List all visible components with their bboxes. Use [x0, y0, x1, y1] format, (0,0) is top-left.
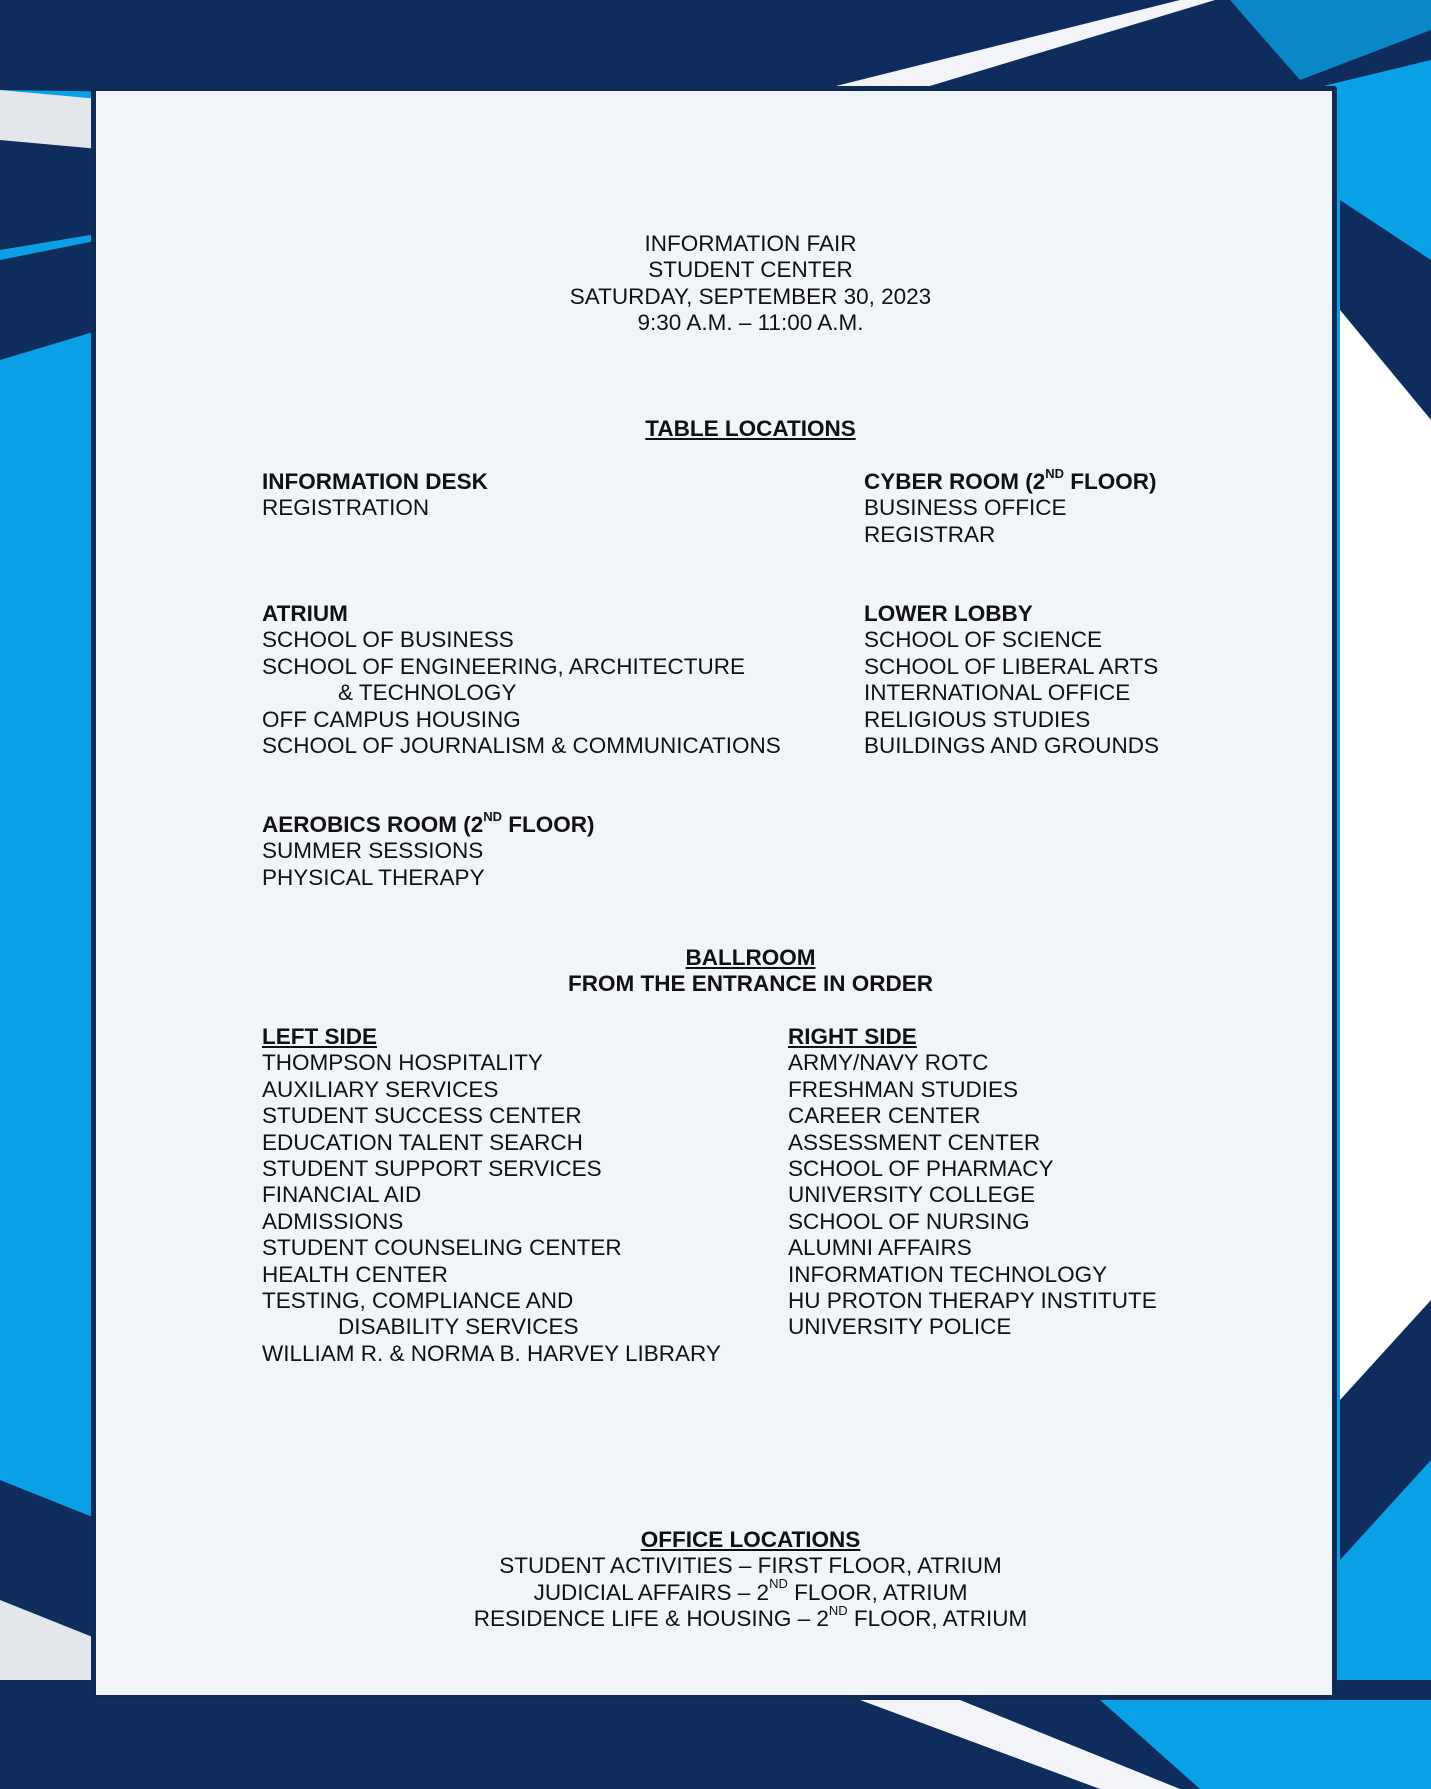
event-time: 9:30 A.M. – 11:00 A.M.: [637, 310, 864, 336]
office-item: RESIDENCE LIFE & HOUSING – 2ND FLOOR, ATRIUM: [473, 1602, 1028, 1632]
list-item: UNIVERSITY COLLEGE: [788, 1182, 1036, 1208]
list-item: SCHOOL OF NURSING: [788, 1208, 1030, 1234]
location-item: BUILDINGS AND GROUNDS: [864, 733, 1160, 759]
list-item: WILLIAM R. & NORMA B. HARVEY LIBRARY: [262, 1340, 721, 1366]
location-item: & TECHNOLOGY: [338, 680, 517, 706]
information-desk-heading: INFORMATION DESK: [262, 469, 488, 494]
right-side-heading: RIGHT SIDE: [788, 1024, 917, 1049]
cyber-room-section: [864, 465, 1157, 548]
office-item: STUDENT ACTIVITIES – FIRST FLOOR, ATRIUM: [499, 1553, 1002, 1579]
list-item: TESTING, COMPLIANCE AND: [262, 1288, 574, 1314]
list-item: ADMISSIONS: [262, 1208, 404, 1234]
location-item: SCHOOL OF BUSINESS: [262, 627, 514, 653]
table-locations-heading: TABLE LOCATIONS: [645, 416, 856, 441]
office-locations-heading: OFFICE LOCATIONS: [640, 1527, 861, 1552]
list-item: THOMPSON HOSPITALITY: [262, 1050, 543, 1076]
list-item: EDUCATION TALENT SEARCH: [262, 1129, 583, 1155]
list-item: STUDENT SUPPORT SERVICES: [262, 1156, 602, 1182]
atrium-section: [262, 601, 781, 759]
left-side-heading: LEFT SIDE: [262, 1024, 378, 1049]
list-item: UNIVERSITY POLICE: [788, 1314, 1012, 1340]
list-item: ARMY/NAVY ROTC: [788, 1050, 989, 1076]
lower-lobby-heading: LOWER LOBBY: [864, 601, 1033, 626]
location-item: BUSINESS OFFICE: [864, 495, 1067, 521]
aerobics-room-heading: AEROBICS ROOM (2ND FLOOR): [262, 808, 595, 837]
location-item: REGISTRAR: [864, 521, 996, 547]
list-item: CAREER CENTER: [788, 1103, 981, 1129]
list-item: FINANCIAL AID: [262, 1182, 422, 1208]
ballroom-right-side: [788, 1024, 1157, 1341]
information-desk-section: [262, 469, 488, 522]
ballroom-subheading: FROM THE ENTRANCE IN ORDER: [568, 971, 933, 997]
list-item: SCHOOL OF PHARMACY: [788, 1156, 1054, 1182]
location-item: SCHOOL OF JOURNALISM & COMMUNICATIONS: [262, 733, 781, 759]
ballroom-left-side: [262, 1024, 721, 1367]
list-item: FRESHMAN STUDIES: [788, 1076, 1019, 1102]
list-item: STUDENT SUCCESS CENTER: [262, 1103, 582, 1129]
office-item: JUDICIAL AFFAIRS – 2ND FLOOR, ATRIUM: [533, 1576, 968, 1605]
event-title: INFORMATION FAIR: [644, 231, 857, 256]
event-venue: STUDENT CENTER: [648, 257, 853, 283]
aerobics-room-section: [262, 808, 595, 891]
lower-lobby-section: [864, 601, 1159, 759]
list-item: HU PROTON THERAPY INSTITUTE: [788, 1288, 1157, 1314]
location-item: PHYSICAL THERAPY: [262, 864, 485, 890]
cyber-room-heading: CYBER ROOM (2ND FLOOR): [864, 465, 1157, 494]
event-header: [0, 231, 1431, 337]
location-item: SCHOOL OF SCIENCE: [864, 627, 1102, 653]
atrium-heading: ATRIUM: [262, 601, 348, 626]
ballroom-heading-block: [0, 945, 1431, 998]
list-item: STUDENT COUNSELING CENTER: [262, 1235, 622, 1261]
list-item: ALUMNI AFFAIRS: [788, 1235, 972, 1261]
location-item: RELIGIOUS STUDIES: [864, 706, 1091, 732]
location-item: INTERNATIONAL OFFICE: [864, 680, 1131, 706]
location-item: SCHOOL OF LIBERAL ARTS: [864, 653, 1159, 679]
list-item: ASSESSMENT CENTER: [788, 1129, 1041, 1155]
event-date: SATURDAY, SEPTEMBER 30, 2023: [569, 283, 932, 309]
location-item: OFF CAMPUS HOUSING: [262, 706, 521, 732]
list-item: INFORMATION TECHNOLOGY: [788, 1261, 1108, 1287]
list-item: AUXILIARY SERVICES: [262, 1076, 499, 1102]
location-item: REGISTRATION: [262, 495, 430, 521]
list-item: HEALTH CENTER: [262, 1261, 448, 1287]
location-item: SCHOOL OF ENGINEERING, ARCHITECTURE: [262, 653, 745, 679]
ballroom-heading: BALLROOM: [685, 945, 816, 970]
table-locations-heading-block: [0, 416, 1431, 442]
location-item: SUMMER SESSIONS: [262, 838, 484, 864]
list-item: DISABILITY SERVICES: [338, 1314, 579, 1340]
office-locations-block: [0, 1527, 1431, 1633]
